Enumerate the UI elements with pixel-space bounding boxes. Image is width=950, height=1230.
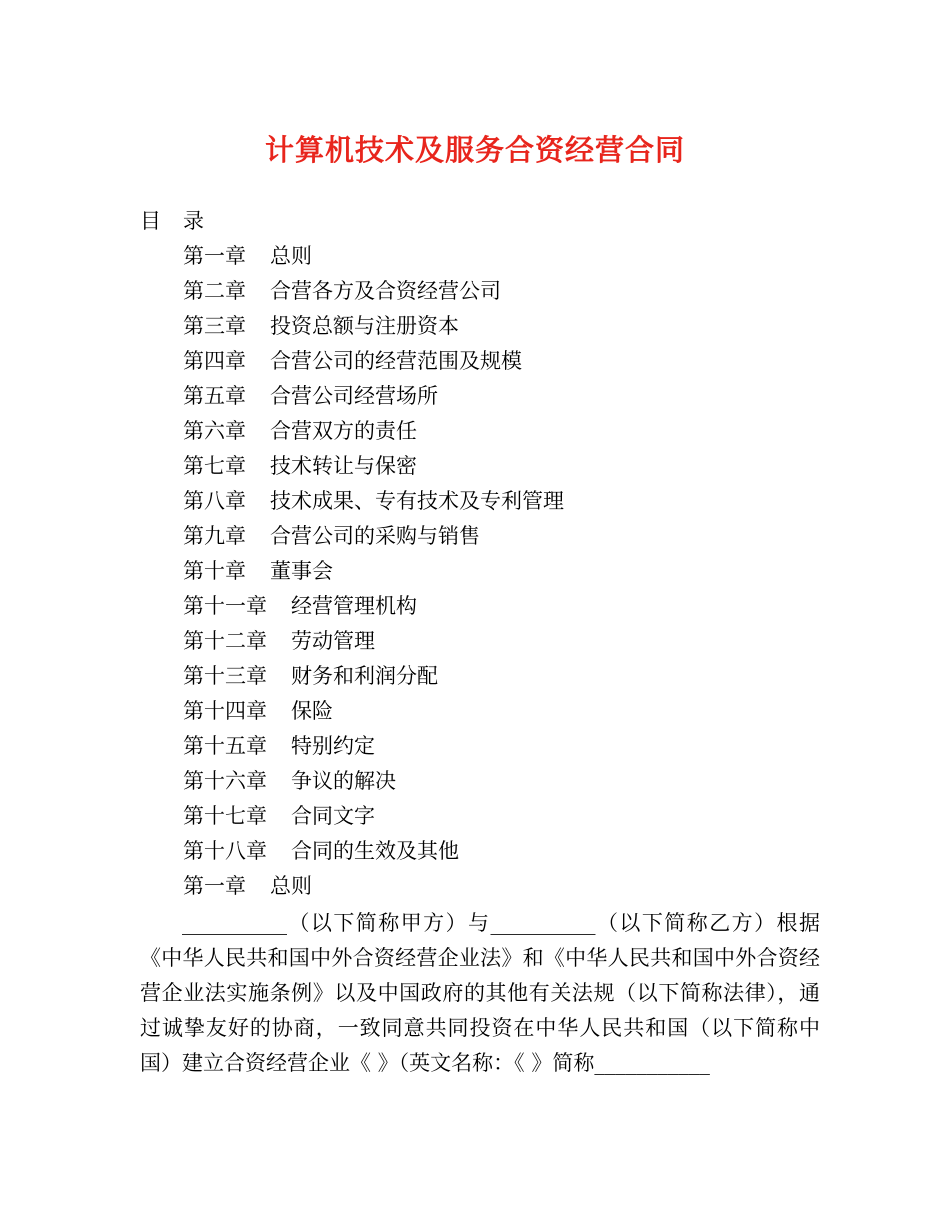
chapter-heading	[183, 871, 312, 901]
toc-item	[183, 556, 564, 591]
toc-item-number: 第八章	[183, 489, 246, 513]
toc-heading	[140, 206, 204, 236]
toc-item-title: 财务和利润分配	[291, 664, 438, 688]
toc-item	[183, 731, 564, 766]
table-of-contents	[183, 241, 564, 871]
toc-item-title: 保险	[291, 699, 333, 723]
toc-item-title: 投资总额与注册资本	[270, 314, 459, 338]
toc-item-number: 第十六章	[183, 769, 267, 793]
toc-item-title: 合同文字	[291, 804, 375, 828]
toc-item-number: 第十章	[183, 559, 246, 583]
toc-item-number: 第六章	[183, 419, 246, 443]
toc-item-number: 第十五章	[183, 734, 267, 758]
toc-item-number: 第五章	[183, 384, 246, 408]
toc-item	[183, 451, 564, 486]
toc-item-title: 技术转让与保密	[270, 454, 417, 478]
body-text	[140, 906, 820, 1081]
chapter-title: 总则	[270, 874, 312, 898]
toc-item-title: 劳动管理	[291, 629, 375, 653]
toc-item-title: 合营公司的经营范围及规模	[270, 349, 522, 373]
toc-item	[183, 661, 564, 696]
toc-heading-char-1: 目	[140, 209, 161, 233]
toc-item	[183, 346, 564, 381]
toc-item	[183, 276, 564, 311]
toc-item	[183, 416, 564, 451]
toc-item	[183, 381, 564, 416]
toc-item-title: 合营公司的采购与销售	[270, 524, 480, 548]
toc-item-number: 第二章	[183, 279, 246, 303]
toc-item	[183, 241, 564, 276]
toc-item-number: 第十一章	[183, 594, 267, 618]
toc-item-title: 总则	[270, 244, 312, 268]
toc-item	[183, 766, 564, 801]
toc-item-title: 合营公司经营场所	[270, 384, 438, 408]
toc-item-title: 经营管理机构	[291, 594, 417, 618]
toc-item	[183, 311, 564, 346]
toc-item-number: 第十三章	[183, 664, 267, 688]
toc-item	[183, 836, 564, 871]
toc-item-number: 第十八章	[183, 839, 267, 863]
toc-item-number: 第七章	[183, 454, 246, 478]
toc-item-number: 第三章	[183, 314, 246, 338]
toc-item-title: 合营各方及合资经营公司	[270, 279, 501, 303]
toc-heading-char-2: 录	[183, 209, 204, 233]
chapter-number: 第一章	[183, 874, 246, 898]
toc-item	[183, 696, 564, 731]
toc-item-number: 第九章	[183, 524, 246, 548]
toc-item-number: 第一章	[183, 244, 246, 268]
opening-paragraph: __________（以下简称甲方）与__________（以下简称乙方）根据《中华人民共和国中外合资经营企业法》和《中华人民共和国中外合资经营企业法实施条例》以及中国政府的其他有关法规（以下简称法律），通过诚挚友好的协商，一致同意共同投资在中华人民共和国（以下简称中国）建立合资经营企业《 》（英文名称：《 》简称___________	[140, 911, 820, 1075]
toc-item-title: 合同的生效及其他	[291, 839, 459, 863]
toc-item-title: 董事会	[270, 559, 333, 583]
toc-item	[183, 486, 564, 521]
toc-item-title: 技术成果、专有技术及专利管理	[270, 489, 564, 513]
toc-item	[183, 626, 564, 661]
document-title: 计算机技术及服务合资经营合同	[264, 133, 685, 167]
toc-item-title: 特别约定	[291, 734, 375, 758]
toc-item-number: 第四章	[183, 349, 246, 373]
toc-item	[183, 591, 564, 626]
toc-item-number: 第十七章	[183, 804, 267, 828]
toc-item	[183, 521, 564, 556]
toc-item-title: 争议的解决	[291, 769, 396, 793]
toc-item-number: 第十四章	[183, 699, 267, 723]
toc-item-title: 合营双方的责任	[270, 419, 417, 443]
toc-item	[183, 801, 564, 836]
toc-item-number: 第十二章	[183, 629, 267, 653]
